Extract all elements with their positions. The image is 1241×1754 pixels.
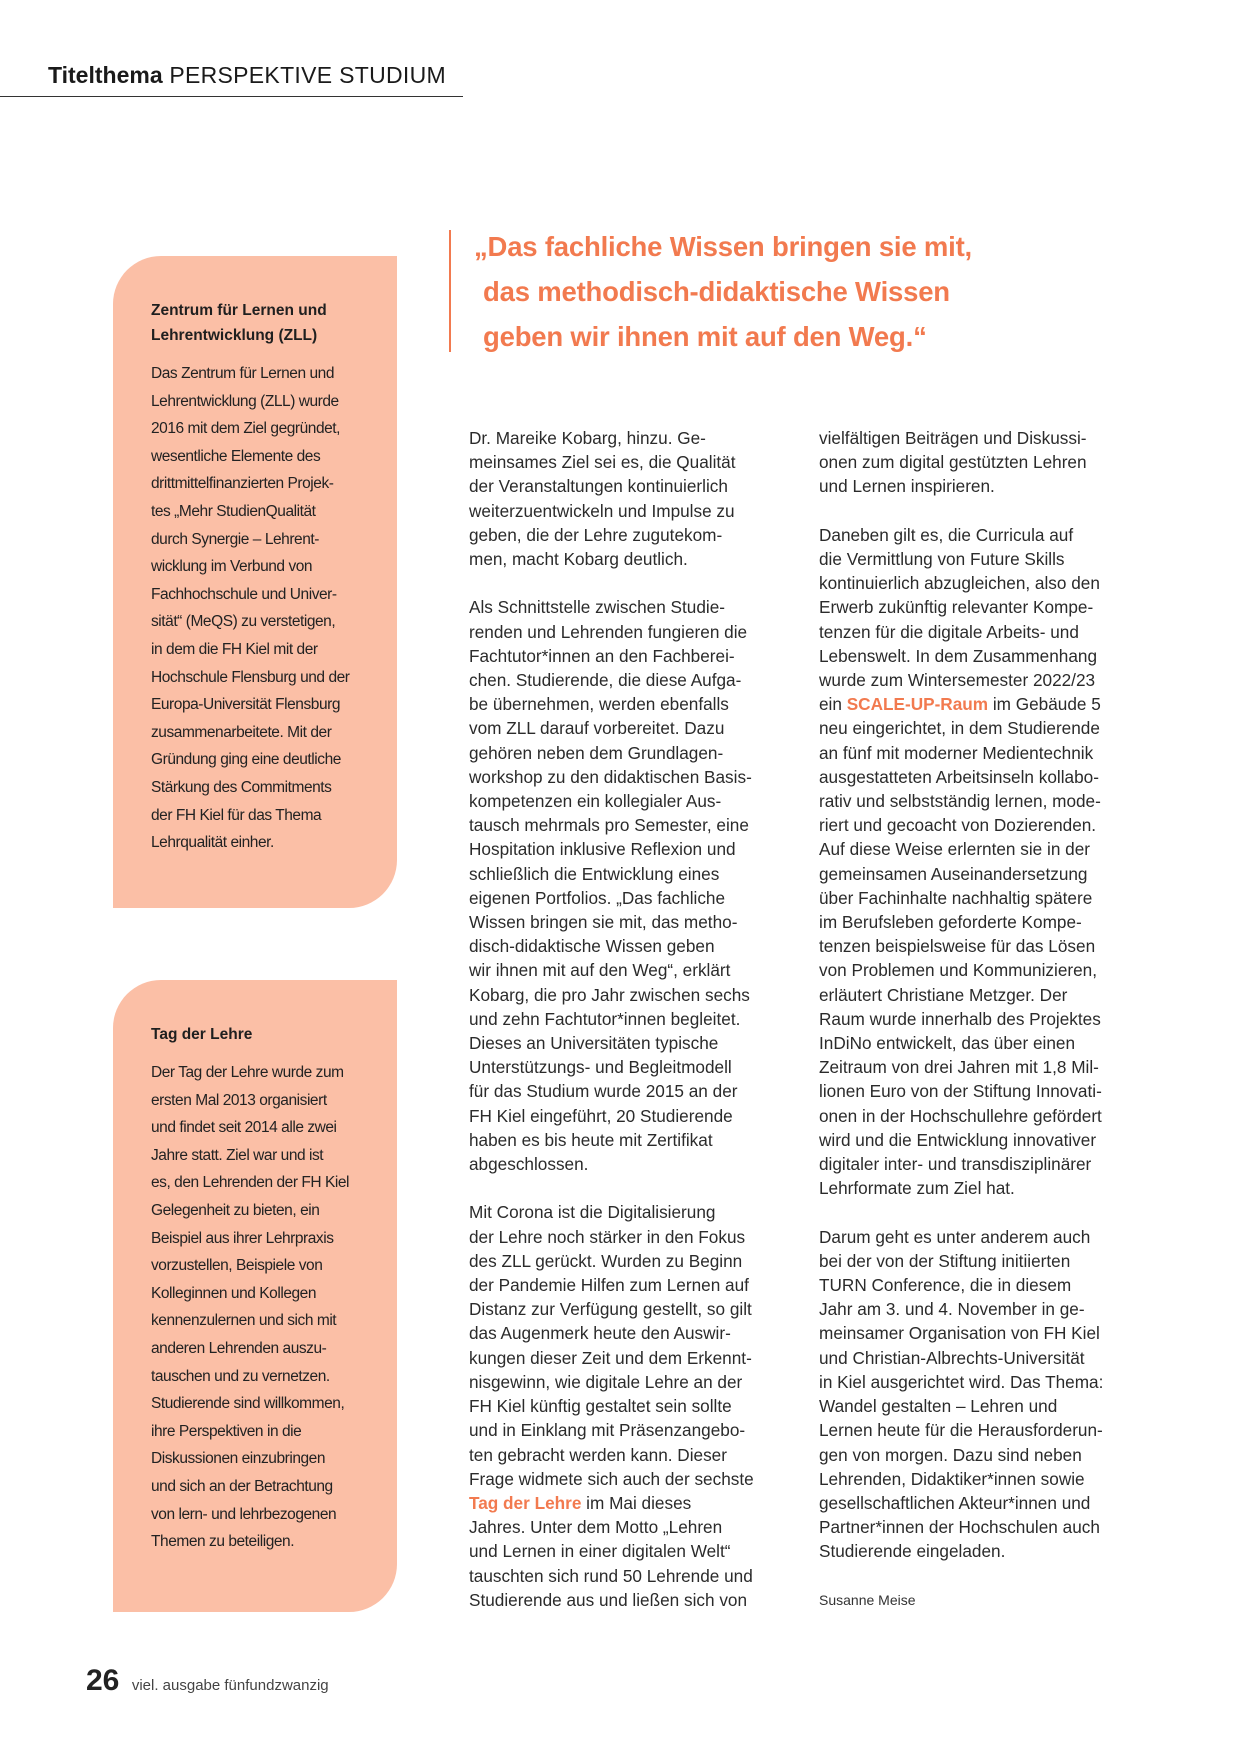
box-line: Beispiel aus ihrer Lehrpraxis (151, 1229, 334, 1247)
box-line: wesentliche Elemente des (151, 447, 321, 465)
article-paragraph (819, 426, 1139, 499)
article-line: Als Schnittstelle zwischen Studie- (469, 597, 726, 618)
box-line: Der Tag der Lehre wurde zum (151, 1064, 344, 1081)
box-line: tauschen und zu vernetzen. (151, 1367, 330, 1385)
article-line: kontinuierlich abzugleichen, also den (819, 573, 1100, 594)
box-line: Europa-Universität Flensburg (151, 696, 340, 714)
article-line: gemeinsamen Auseinandersetzung (819, 863, 1088, 884)
author-byline: Susanne Meise (819, 1591, 916, 1608)
infobox-tag-der-lehre (113, 980, 397, 1612)
article-line: bei der von der Stiftung initiierten (819, 1250, 1071, 1271)
article-line: wird und die Entwicklung innovativer (819, 1129, 1097, 1150)
article-line: vom ZLL darauf vorbereitet. Dazu (469, 718, 725, 739)
article-line: der Veranstaltungen kontinuierlich (469, 476, 728, 497)
article-line: über Fachinhalte nachhaltig spätere (819, 887, 1093, 908)
article-line: onen in der Hochschullehre gefördert (819, 1105, 1102, 1126)
article-line: Studierende aus und ließen sich von (469, 1589, 748, 1610)
article-line: Hospitation inklusive Reflexion und (469, 839, 736, 860)
article-line: Lehrformate zum Ziel hat. (819, 1178, 1015, 1199)
article-paragraph (469, 1200, 789, 1611)
article-line: Wissen bringen sie mit, das metho- (469, 912, 738, 933)
article-line: Jahr am 3. und 4. November in ge- (819, 1299, 1085, 1320)
quote-line: geben wir ihnen mit auf den Weg.“ (483, 321, 927, 352)
article-line: des ZLL gerückt. Wurden zu Beginn (469, 1250, 743, 1271)
article-line: Distanz zur Verfügung gestellt, so gilt (469, 1299, 752, 1320)
article-line: Kobarg, die pro Jahr zwischen sechs (469, 984, 750, 1005)
article-line: disch-didaktische Wissen geben (469, 936, 715, 957)
article-line: tausch mehrmals pro Semester, eine (469, 815, 749, 836)
box-line: Kolleginnen und Kollegen (151, 1284, 317, 1302)
box-line: Diskussionen einzubringen (151, 1450, 326, 1468)
article-paragraph (469, 595, 789, 1176)
article-line: weiterzuentwickeln und Impulse zu (469, 500, 735, 521)
box-line: Lehrqualität einher. (151, 834, 274, 852)
article-line: Zeitraum von drei Jahren mit 1,8 Mil- (819, 1057, 1099, 1078)
box-line: Gelegenheit zu bieten, ein (151, 1201, 320, 1219)
article-line: Auf diese Weise erlernten sie in der (819, 839, 1091, 860)
issue-label: viel. ausgabe fünfundzwanzig (131, 1677, 329, 1694)
article-line: tenzen beispielsweise für das Lösen (819, 936, 1096, 957)
infobox-zll-text (151, 360, 381, 857)
article-line: haben es bis heute mit Zertifikat (469, 1129, 713, 1150)
article-line: be übernehmen, werden ebenfalls (469, 694, 729, 715)
infobox-zll-title (151, 298, 381, 348)
article-line: Wandel gestalten – Lehren und (819, 1396, 1058, 1417)
box-line: es, den Lehrenden der FH Kiel (151, 1174, 350, 1192)
link-scale-up-raum[interactable]: SCALE-UP-Raum (846, 694, 989, 715)
pull-quote-bar (449, 230, 451, 352)
box-line: Themen zu beteiligen. (151, 1533, 295, 1551)
article-line: meinsames Ziel sei es, die Qualität (469, 452, 736, 473)
article-line: die Vermittlung von Future Skills (819, 549, 1065, 569)
article-line (819, 692, 1139, 716)
article-line: renden und Lehrenden fungieren die (469, 621, 748, 642)
box-line: Stärkung des Commitments (151, 778, 332, 796)
article-line: Partner*innen der Hochschulen auch (819, 1517, 1100, 1538)
box-line: wicklung im Verbund von (151, 558, 313, 576)
title-line: Tag der Lehre (151, 1026, 253, 1043)
article-paragraph (819, 1225, 1139, 1564)
box-line: vorzustellen, Beispiele von (151, 1257, 323, 1275)
article-line: Jahres. Unter dem Motto „Lehren (469, 1517, 723, 1538)
page-number: 26 (86, 1664, 120, 1697)
article-paragraph (819, 523, 1139, 1201)
article-line: nisgewinn, wie digitale Lehre an der (469, 1371, 743, 1392)
article-line: tauschten sich rund 50 Lehrende und (469, 1565, 753, 1586)
article-line: workshop zu den didaktischen Basis- (469, 766, 752, 787)
article-line: digitaler inter- und transdisziplinärer (819, 1154, 1092, 1175)
article-line: neu eingerichtet, in dem Studierende (819, 718, 1100, 739)
article-line: meinsamer Organisation von FH Kiel (819, 1323, 1100, 1344)
article-line: Fachtutor*innen an den Fachberei- (469, 645, 735, 666)
article-line: eigenen Portfolios. „Das fachliche (469, 887, 726, 908)
article-line: schließlich die Entwicklung eines (469, 863, 720, 884)
box-line: der FH Kiel für das Thema (151, 806, 322, 824)
article-line: FH Kiel künftig gestaltet sein sollte (469, 1396, 732, 1417)
article-line: in Kiel ausgerichtet wird. Das Thema: (819, 1371, 1104, 1392)
article-line: ten gebracht werden kann. Dieser (469, 1444, 727, 1465)
article-line: gehören neben dem Grundlagen- (469, 742, 724, 763)
box-line: zusammenarbeitete. Mit der (151, 723, 332, 741)
running-header (48, 62, 446, 89)
article-line: gesellschaftlichen Akteur*innen und (819, 1492, 1091, 1513)
box-line: ihre Perspektiven in die (151, 1422, 302, 1440)
header-rule (0, 96, 463, 97)
box-line: anderen Lehrenden auszu- (151, 1339, 327, 1357)
box-line: durch Synergie – Lehrent- (151, 530, 319, 548)
article-line: und Lernen inspirieren. (819, 476, 995, 497)
article-line: Unterstützungs- und Begleitmodell (469, 1057, 732, 1078)
article-line: und in Einklang mit Präsenzangebo- (469, 1420, 746, 1441)
article-line: Erwerb zukünftig relevanter Kompe- (819, 597, 1094, 618)
text-run: ein (819, 694, 847, 715)
article-column-1 (469, 426, 789, 1636)
article-line: Daneben gilt es, die Curricula auf (819, 524, 1074, 545)
article-line: Lernen heute für die Herausforderun- (819, 1420, 1103, 1441)
text-run: im Mai dieses (581, 1492, 692, 1513)
box-line: Lehrentwicklung (ZLL) wurde (151, 392, 339, 410)
box-line: und findet seit 2014 alle zwei (151, 1119, 337, 1137)
box-line: Gründung ging eine deutliche (151, 751, 341, 769)
box-line: ersten Mal 2013 organisiert (151, 1091, 327, 1109)
article-line: Darum geht es unter anderem auch (819, 1226, 1091, 1247)
article-line: InDiNo entwickelt, das über einen (819, 1033, 1076, 1054)
article-line: Dieses an Universitäten typische (469, 1033, 719, 1054)
article-line: im Berufsleben geforderte Kompe- (819, 912, 1082, 933)
article-line (469, 1491, 789, 1515)
article-line: Mit Corona ist die Digitalisierung (469, 1202, 716, 1223)
article-paragraph (469, 426, 789, 571)
article-line: men, macht Kobarg deutlich. (469, 549, 688, 570)
article-line: abgeschlossen. (469, 1154, 589, 1175)
article-line: wir ihnen mit auf den Weg“, erklärt (469, 960, 731, 981)
article-line: lionen Euro von der Stiftung Innovati- (819, 1081, 1102, 1102)
box-line: von lern- und lehrbezogenen (151, 1505, 337, 1523)
box-line: und sich an der Betrachtung (151, 1477, 333, 1495)
article-line: tenzen für die digitale Arbeits- und (819, 621, 1079, 642)
article-line: chen. Studierende, die diese Aufga- (469, 670, 742, 691)
infobox-tag-title (151, 1022, 381, 1047)
article-line: an fünf mit moderner Medientechnik (819, 742, 1094, 763)
article-line: der Pandemie Hilfen zum Lernen auf (469, 1275, 749, 1296)
article-line: vielfältigen Beiträgen und Diskussi- (819, 428, 1087, 448)
article-line: geben, die der Lehre zugutekom- (469, 524, 723, 545)
text-run: im Gebäude 5 (988, 694, 1101, 715)
article-line: und Christian-Albrechts-Universität (819, 1347, 1085, 1368)
title-line: Lehrentwicklung (ZLL) (151, 327, 318, 344)
infobox-zll (113, 256, 397, 908)
box-line: Fachhochschule und Univer- (151, 585, 337, 603)
quote-line: „Das fachliche Wissen bringen sie mit, (474, 231, 972, 262)
article-line: gen von morgen. Dazu sind neben (819, 1444, 1082, 1465)
article-line: onen zum digital gestützten Lehren (819, 452, 1087, 473)
article-line: der Lehre noch stärker in den Fokus (469, 1226, 746, 1247)
article-line: und Lernen in einer digitalen Welt“ (469, 1541, 731, 1562)
article-line: Lebenswelt. In dem Zusammenhang (819, 645, 1098, 666)
box-line: sität“ (MeQS) zu verstetigen, (151, 613, 336, 631)
quote-line: das methodisch-didaktische Wissen (483, 276, 950, 307)
article-line: FH Kiel eingeführt, 20 Studierende (469, 1105, 733, 1126)
article-line: Lehrenden, Didaktiker*innen sowie (819, 1468, 1085, 1489)
box-line: Das Zentrum für Lernen und (151, 365, 335, 382)
header-section: Titelthema (48, 62, 163, 88)
box-line: kennenzulernen und sich mit (151, 1312, 337, 1330)
article-line: für das Studium wurde 2015 an der (469, 1081, 738, 1102)
box-line: tes „Mehr StudienQualität (151, 502, 316, 520)
pull-quote (474, 224, 994, 359)
article-line: das Augenmerk heute den Auswir- (469, 1323, 731, 1344)
article-line: Raum wurde innerhalb des Projektes (819, 1008, 1101, 1029)
article-column-2 (819, 426, 1139, 1612)
article-line: und zehn Fachtutor*innen begleitet. (469, 1008, 741, 1029)
article-line: Frage widmete sich auch der sechste (469, 1468, 754, 1489)
box-line: Jahre statt. Ziel war und ist (151, 1146, 324, 1164)
article-line: Studierende eingeladen. (819, 1541, 1006, 1562)
box-line: Hochschule Flensburg und der (151, 668, 350, 686)
title-line: Zentrum für Lernen und (151, 302, 327, 319)
article-line: kungen dieser Zeit und dem Erkennt- (469, 1347, 752, 1368)
article-line: ausgestatteten Arbeitsinseln kollabo- (819, 766, 1099, 787)
article-line: TURN Conference, die in diesem (819, 1275, 1072, 1296)
box-line: 2016 mit dem Ziel gegründet, (151, 420, 341, 438)
box-line: in dem die FH Kiel mit der (151, 640, 318, 658)
box-line: drittmittelfinanzierten Projek- (151, 475, 334, 493)
box-line: Studierende sind willkommen, (151, 1395, 345, 1413)
article-line: erläutert Christiane Metzger. Der (819, 984, 1068, 1005)
link-tag-der-lehre[interactable]: Tag der Lehre (469, 1492, 582, 1513)
article-line: von Problemen und Kommunizieren, (819, 960, 1098, 981)
article-line: Dr. Mareike Kobarg, hinzu. Ge- (469, 428, 706, 448)
article-line: riert und gecoacht von Dozierenden. (819, 815, 1097, 836)
article-line: kompetenzen ein kollegialer Aus- (469, 791, 722, 812)
article-line: wurde zum Wintersemester 2022/23 (819, 670, 1096, 691)
page-footer (86, 1664, 329, 1698)
infobox-tag-text (151, 1059, 381, 1556)
article-line: rativ und selbstständig lernen, mode- (819, 791, 1101, 812)
header-title: PERSPEKTIVE STUDIUM (169, 62, 446, 88)
